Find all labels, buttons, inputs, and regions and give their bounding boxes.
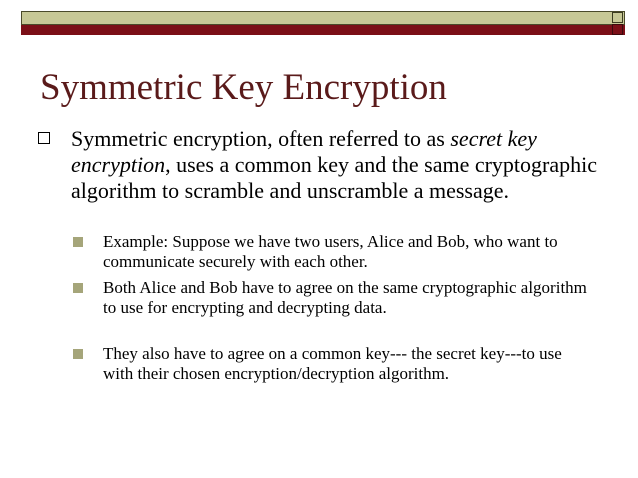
header-square-red — [612, 24, 623, 35]
slide-title: Symmetric Key Encryption — [40, 67, 447, 108]
bullet-text-post: , uses a common key and the same cryptographic algorithm to scramble and unscramble a message. — [71, 152, 598, 203]
sub-bullet-text: Both Alice and Bob have to agree on the same cryptographic algorithm to use for encrypting and decrypting data. — [103, 278, 587, 317]
sub-bullet-text: They also have to agree on a common key--- the secret key---to use with their chosen encryption/decryption algorithm. — [103, 344, 562, 383]
bullet-text-pre: Symmetric encryption, often referred to as — [71, 126, 451, 151]
hollow-square-bullet-icon — [38, 132, 50, 144]
filled-square-bullet-icon — [73, 237, 83, 247]
filled-square-bullet-icon — [73, 349, 83, 359]
sub-bullet-agree-key — [73, 344, 593, 384]
sub-bullet-example — [73, 232, 593, 272]
bullet-text-emphasis: secret key encryption — [71, 126, 537, 177]
filled-square-bullet-icon — [73, 283, 83, 293]
header-bar-red — [21, 25, 625, 35]
sub-bullet-text: Example: Suppose we have two users, Alice and Bob, who want to communicate securely with each other. — [103, 232, 558, 271]
header-bar-olive — [21, 11, 625, 25]
bullet-level1 — [38, 126, 613, 204]
sub-bullet-agree-algorithm — [73, 278, 593, 318]
bullet-level1-text — [71, 126, 613, 204]
header-square-olive — [612, 12, 623, 23]
